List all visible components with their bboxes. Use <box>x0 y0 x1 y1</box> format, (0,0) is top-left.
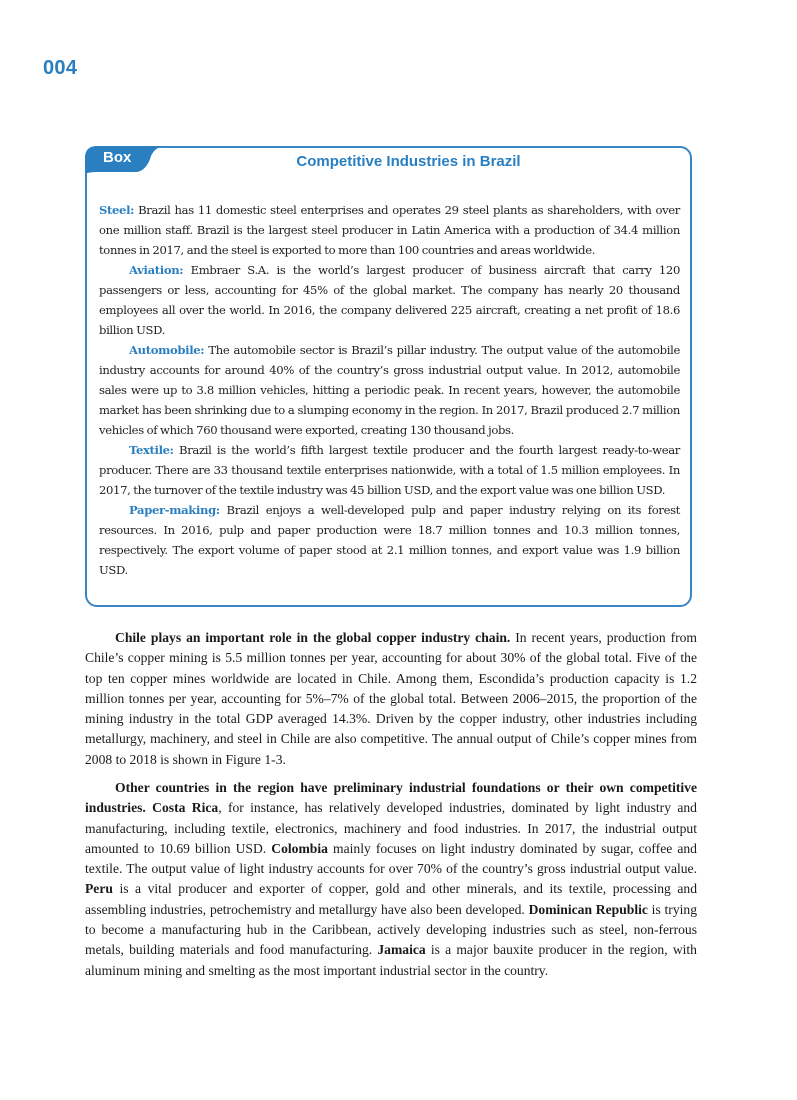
box-section-aviation <box>99 260 680 340</box>
paragraph-text: In recent years, production from Chile’s copper mining is 5.5 million tonnes per year, accounting for about 30% of the global total. Five of the top ten copper mines worldwide are located in Chile. Among them, Escondida’s production capacity is 1.2 million tonnes per year, accounting for 5%–7% of the global total. Between 2006–2015, the proportion of the mining industry in the total GDP averaged 14.3%. Driven by the copper industry, other industries including metallurgy, machinery, and steel in Chile are also competitive. The annual output of Chile’s copper mines from 2008 to 2018 is shown in Figure 1-3. <box>85 630 697 767</box>
box-title: Competitive Industries in Brazil <box>296 153 521 170</box>
section-keyword: Paper-making: <box>129 503 220 517</box>
body-paragraph-chile <box>85 628 697 770</box>
sidebar-box <box>85 146 692 607</box>
box-section-automobile <box>99 340 680 440</box>
section-keyword: Textile: <box>129 443 174 457</box>
box-section-textile <box>99 440 680 500</box>
paragraph-text: , for instance, has relatively developed industries, dominated by light industry and manufacturing, including textile, electronics, machinery and food industries. In 2017, the industrial output amounted to 10.69 billion USD. <box>85 800 697 856</box>
body-paragraph-other-countries <box>85 778 697 981</box>
country-colombia: Colombia <box>271 840 328 856</box>
paragraph-text: is trying to become a manufacturing hub in the Caribbean, actively developing industries such as steel, non-ferrous metals, building materials and food manufacturing. <box>85 901 697 958</box>
section-text: Brazil has 11 domestic steel enterprises and operates 29 steel plants as shareholders, with over one million staff. Brazil is the largest steel producer in Latin America with a production of 34.4 million tonnes in 2017, and the steel is exported to more than 100 countries and areas worldwide. <box>99 203 680 257</box>
section-keyword: Automobile: <box>129 343 205 357</box>
paragraph-text: mainly focuses on light industry dominated by sugar, coffee and textile. The output value of light industry accounts for over 70% of the country’s gross industrial output value. <box>85 840 697 877</box>
paragraph-lead: Other countries in the region have preliminary industrial foundations or their own competitive industries. <box>85 780 697 816</box>
box-section-steel <box>99 200 680 260</box>
section-text: Brazil enjoys a well-developed pulp and paper industry relying on its forest resources. In 2016, pulp and paper production were 18.7 million tonnes and 10.3 million tonnes, respectively. The export volume of paper stood at 2.1 million tonnes, and export value was 1.9 billion USD. <box>99 503 680 577</box>
section-text: Brazil is the world’s fifth largest textile producer and the fourth largest ready-to-wear producer. There are 33 thousand textile enterprises nationwide, with a total of 1.5 million employees. In 2017, the turnover of the textile industry was 45 billion USD, and the export value was one billion USD. <box>99 443 680 497</box>
section-text: Embraer S.A. is the world’s largest producer of business aircraft that carry 120 passengers or less, accounting for 45% of the global market. The company has nearly 20 thousand employees all over the world. In 2016, the company delivered 225 aircraft, creating a net profit of 18.6 billion USD. <box>99 263 680 337</box>
box-tab-label: Box <box>103 149 132 166</box>
box-body <box>99 200 680 580</box>
paragraph-text: is a major bauxite producer in the region, with aluminum mining and smelting as the most important industrial sector in the country. <box>85 942 697 978</box>
paragraph-lead: Chile plays an important role in the global copper industry chain. <box>115 630 511 645</box>
paragraph-text: is a vital producer and exporter of copper, gold and other minerals, and its textile, processing and assembling industries, petrochemistry and metallurgy have also been developed. <box>85 881 697 917</box>
country-peru: Peru <box>85 881 113 897</box>
country-costa-rica: Costa Rica <box>152 800 219 816</box>
box-section-paper-making <box>99 500 680 580</box>
country-dominican-republic: Dominican Republic <box>528 901 648 917</box>
section-text: The automobile sector is Brazil’s pillar industry. The output value of the automobile industry accounts for around 40% of the country’s gross industrial output value. In 2012, automobile sales were up to 3.8 million vehicles, hitting a periodic peak. In recent years, however, the automobile market has been shrinking due to a slumping economy in the region. In 2017, Brazil produced 2.7 million vehicles of which 760 thousand were exported, creating 130 thousand jobs. <box>99 343 680 437</box>
section-keyword: Aviation: <box>129 263 184 277</box>
section-keyword: Steel: <box>99 203 135 217</box>
page-number: 004 <box>43 57 78 79</box>
country-jamaica: Jamaica <box>377 942 426 958</box>
